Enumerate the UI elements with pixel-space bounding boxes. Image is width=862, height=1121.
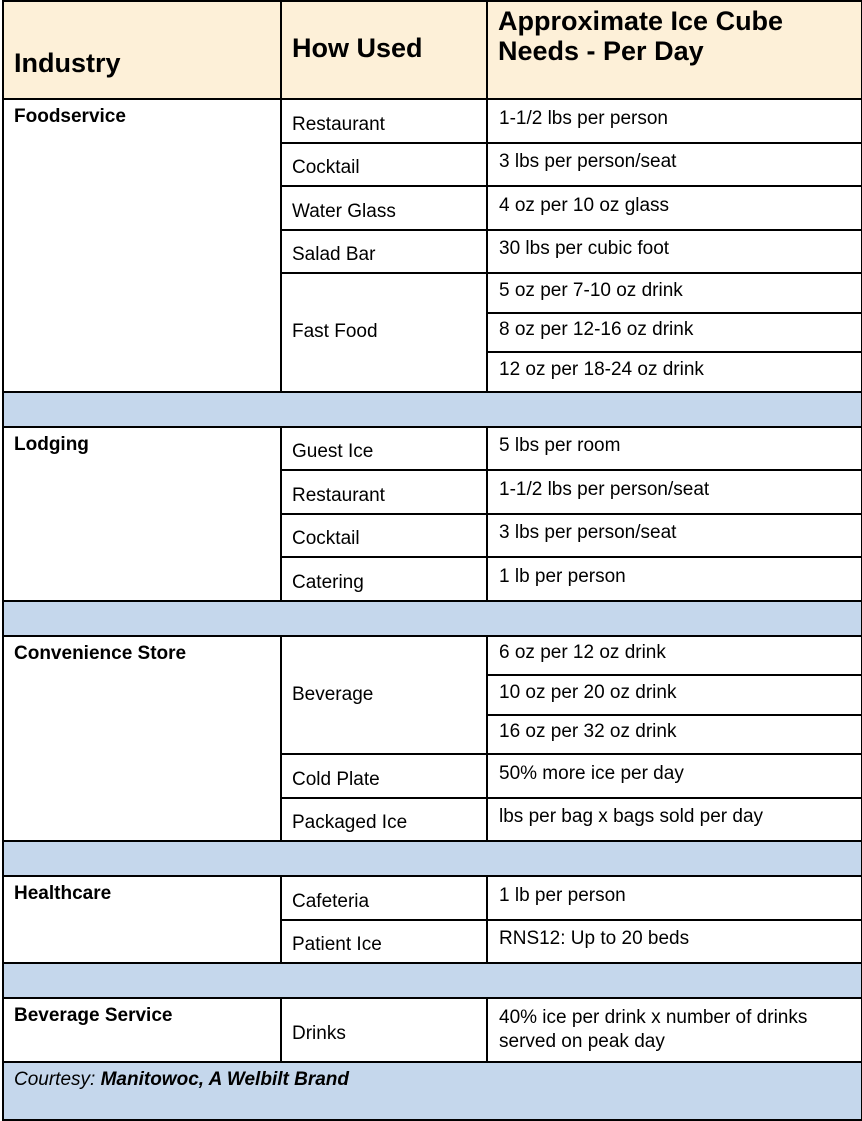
use-cell: Cold Plate xyxy=(281,754,487,798)
use-cell: Drinks xyxy=(281,998,487,1062)
need-cell: 3 lbs per person/seat xyxy=(487,143,862,187)
need-cell: 50% more ice per day xyxy=(487,754,862,798)
use-cell: Water Glass xyxy=(281,186,487,230)
need-cell: 1-1/2 lbs per person/seat xyxy=(487,470,862,514)
need-line-2: served on peak day xyxy=(499,1031,665,1052)
need-cell: 1 lb per person xyxy=(487,557,862,601)
courtesy-note xyxy=(3,1062,862,1120)
use-cell: Cocktail xyxy=(281,143,487,187)
need-cell xyxy=(487,998,862,1062)
table-row xyxy=(3,998,862,1062)
need-cell: 4 oz per 10 oz glass xyxy=(487,186,862,230)
use-cell: Packaged Ice xyxy=(281,798,487,842)
use-cell: Beverage xyxy=(281,636,487,755)
need-cell: 5 lbs per room xyxy=(487,427,862,471)
need-cell: 12 oz per 18-24 oz drink xyxy=(487,352,862,392)
use-cell: Restaurant xyxy=(281,470,487,514)
header-ice-needs: Approximate Ice Cube Needs - Per Day xyxy=(487,1,862,99)
need-cell: 1-1/2 lbs per person xyxy=(487,99,862,143)
need-cell: RNS12: Up to 20 beds xyxy=(487,920,862,964)
need-cell: 6 oz per 12 oz drink xyxy=(487,636,862,676)
need-cell: 3 lbs per person/seat xyxy=(487,514,862,558)
separator-row xyxy=(3,963,862,998)
courtesy-row xyxy=(3,1062,862,1120)
courtesy-prefix: Courtesy: xyxy=(14,1069,96,1090)
separator-row xyxy=(3,601,862,636)
industry-foodservice: Foodservice xyxy=(3,99,281,392)
industry-beverage-service: Beverage Service xyxy=(3,998,281,1062)
table-row xyxy=(3,427,862,471)
industry-healthcare: Healthcare xyxy=(3,876,281,963)
need-cell: 5 oz per 7-10 oz drink xyxy=(487,273,862,313)
need-line-1: 40% ice per drink x number of drinks xyxy=(499,1007,808,1028)
use-cell: Catering xyxy=(281,557,487,601)
use-cell: Salad Bar xyxy=(281,230,487,274)
need-cell: 8 oz per 12-16 oz drink xyxy=(487,313,862,353)
use-cell: Guest Ice xyxy=(281,427,487,471)
need-cell: 16 oz per 32 oz drink xyxy=(487,715,862,755)
ice-needs-table xyxy=(2,0,862,1121)
separator-row xyxy=(3,841,862,876)
use-cell: Cocktail xyxy=(281,514,487,558)
use-cell: Restaurant xyxy=(281,99,487,143)
separator-row xyxy=(3,392,862,427)
courtesy-brand: Manitowoc, A Welbilt Brand xyxy=(100,1069,350,1090)
use-cell: Patient Ice xyxy=(281,920,487,964)
table-row xyxy=(3,99,862,143)
header-industry: Industry xyxy=(3,1,281,99)
table-row xyxy=(3,636,862,676)
use-cell: Cafeteria xyxy=(281,876,487,920)
industry-lodging: Lodging xyxy=(3,427,281,601)
need-cell: 10 oz per 20 oz drink xyxy=(487,675,862,715)
header-how-used: How Used xyxy=(281,1,487,99)
need-cell: 30 lbs per cubic foot xyxy=(487,230,862,274)
use-cell: Fast Food xyxy=(281,273,487,392)
need-cell: 1 lb per person xyxy=(487,876,862,920)
table-row xyxy=(3,876,862,920)
header-row xyxy=(3,1,862,99)
industry-convenience-store: Convenience Store xyxy=(3,636,281,842)
need-cell: lbs per bag x bags sold per day xyxy=(487,798,862,842)
